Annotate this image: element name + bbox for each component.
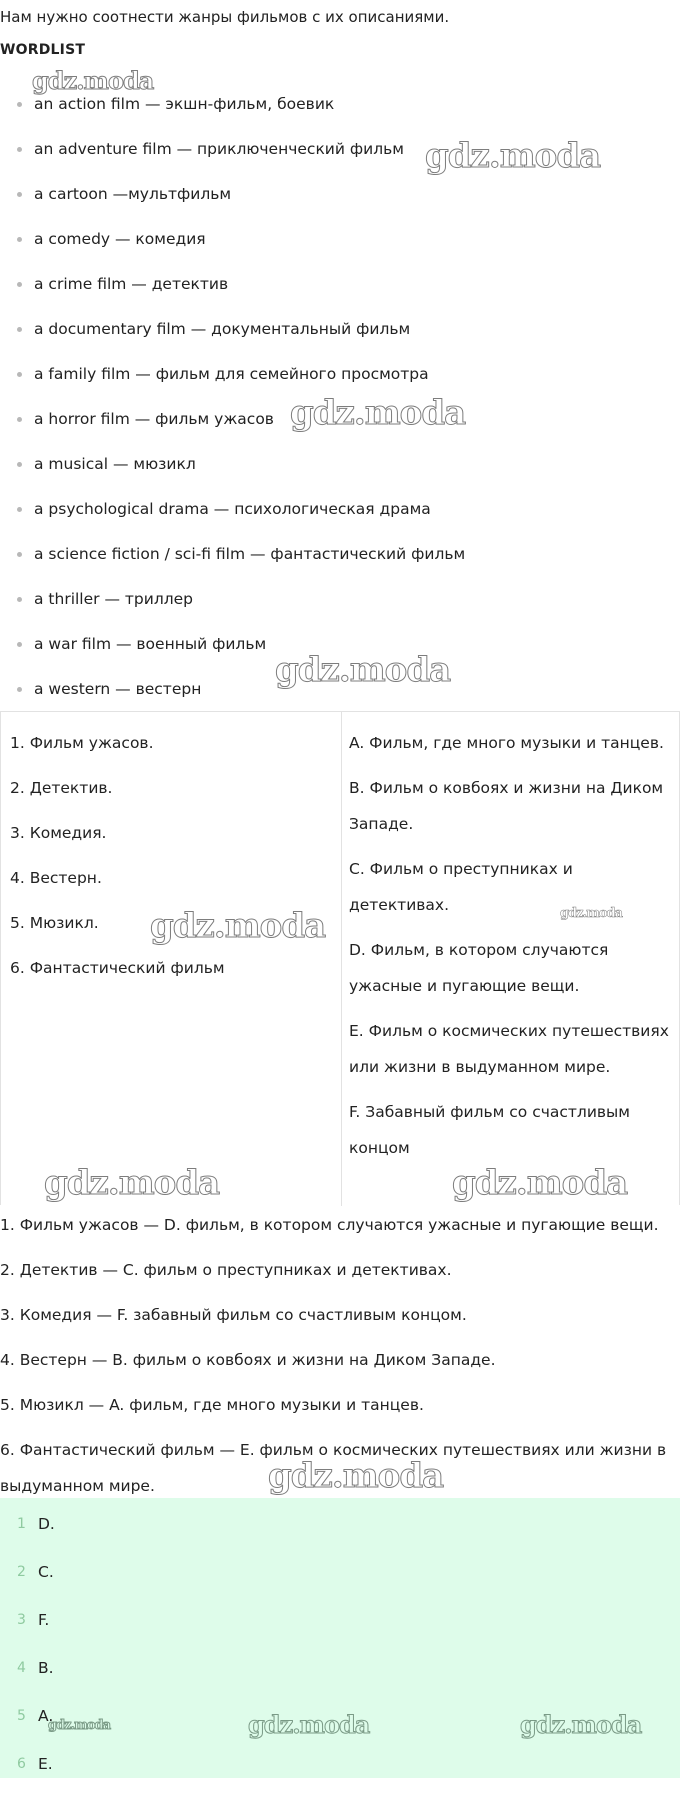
short-answer-number: 3	[17, 1612, 26, 1628]
watermark-logo: gdz.moda	[248, 1710, 370, 1739]
wordlist-item: an action film — экшн-фильм, боевик	[0, 93, 465, 138]
watermark-logo: gdz.moda	[520, 1710, 642, 1739]
short-answer-number: 1	[17, 1516, 26, 1532]
table-left-cell: 4. Вестерн.	[10, 869, 102, 887]
table-right-cell: D. Фильм, в котором случаются ужасные и пугающие вещи.	[349, 941, 609, 995]
intro-text: Нам нужно соотнести жанры фильмов с их описаниями.	[0, 8, 450, 26]
wordlist-title: WORDLIST	[0, 42, 86, 58]
table-right-cell: B. Фильм о ковбоях и жизни на Диком Западе.	[349, 779, 664, 833]
table-column-divider	[341, 712, 342, 1206]
table-left-cell: 6. Фантастический фильм	[10, 959, 225, 977]
wordlist-item: a thriller — триллер	[0, 588, 465, 633]
wordlist-item: a science fiction / sci-fi film — фантастический фильм	[0, 543, 465, 588]
table-right-column	[349, 725, 674, 1175]
watermark-logo: gdz.moda	[268, 1456, 444, 1496]
wordlist-item: an adventure film — приключенческий фильм	[0, 138, 465, 183]
table-left-cell: 1. Фильм ужасов.	[10, 734, 154, 752]
wordlist-item: a musical — мюзикл	[0, 453, 465, 498]
short-answer-letter: B.	[38, 1659, 54, 1677]
short-answer-number: 2	[17, 1564, 26, 1580]
wordlist-item: a documentary film — документальный фильм	[0, 318, 465, 363]
answer-line: 2. Детектив — C. фильм о преступниках и детективах.	[0, 1261, 452, 1279]
wordlist-item: a war film — военный фильм	[0, 633, 465, 678]
short-answer-letter: E.	[38, 1755, 53, 1773]
answer-line: 6. Фантастический фильм — E. фильм о космических путешествиях или жизни в выдуманном мире.	[0, 1441, 667, 1495]
short-answer-row	[0, 1512, 680, 1560]
wordlist-item: a western — вестерн	[0, 678, 465, 723]
short-answer-letter: A.	[38, 1707, 54, 1725]
short-answer-row	[0, 1560, 680, 1608]
short-answer-number: 6	[17, 1756, 26, 1772]
answer-line: 3. Комедия — F. забавный фильм со счастливым концом.	[0, 1306, 467, 1324]
short-answer-letter: D.	[38, 1515, 55, 1533]
short-answer-row	[0, 1656, 680, 1704]
wordlist-item: a horror film — фильм ужасов	[0, 408, 465, 453]
wordlist-item: a crime film — детектив	[0, 273, 465, 318]
table-right-cell: F. Забавный фильм со счастливым концом	[349, 1103, 630, 1157]
watermark-logo: gdz.moda	[32, 66, 154, 95]
watermark-logo: gdz.moda	[150, 906, 326, 946]
table-left-cell: 5. Мюзикл.	[10, 914, 99, 932]
watermark-logo: gdz.moda	[425, 136, 601, 176]
short-answer-letter: C.	[38, 1563, 54, 1581]
answer-line: 4. Вестерн — B. фильм о ковбоях и жизни на Диком Западе.	[0, 1351, 496, 1369]
watermark-logo: gdz.moda	[44, 1163, 220, 1203]
wordlist-item: a comedy — комедия	[0, 228, 465, 273]
watermark-logo: gdz.moda	[290, 393, 466, 433]
short-answer-letter: F.	[38, 1611, 50, 1629]
watermark-logo: gdz.moda	[452, 1163, 628, 1203]
short-answer-row	[0, 1608, 680, 1656]
watermark-logo: gdz.moda	[48, 1718, 111, 1733]
answer-line: 5. Мюзикл — A. фильм, где много музыки и танцев.	[0, 1396, 424, 1414]
table-left-cell: 3. Комедия.	[10, 824, 107, 842]
table-left-column	[10, 725, 330, 995]
table-right-cell: C. Фильм о преступниках и детективах.	[349, 860, 573, 914]
wordlist-item: a family film — фильм для семейного просмотра	[0, 363, 465, 408]
watermark-logo: gdz.moda	[560, 906, 623, 921]
answer-line: 1. Фильм ужасов — D. фильм, в котором случаются ужасные и пугающие вещи.	[0, 1216, 659, 1234]
short-answer-number: 4	[17, 1660, 26, 1676]
table-right-cell: A. Фильм, где много музыки и танцев.	[349, 734, 664, 752]
table-right-cell: E. Фильм о космических путешествиях или жизни в выдуманном мире.	[349, 1022, 669, 1076]
short-answer-number: 5	[17, 1708, 26, 1724]
watermark-logo: gdz.moda	[275, 650, 451, 690]
matching-table	[0, 711, 680, 1205]
short-answer-row	[0, 1752, 680, 1800]
wordlist-item: a cartoon —мультфильм	[0, 183, 465, 228]
table-left-cell: 2. Детектив.	[10, 779, 113, 797]
wordlist-item: a psychological drama — психологическая драма	[0, 498, 465, 543]
